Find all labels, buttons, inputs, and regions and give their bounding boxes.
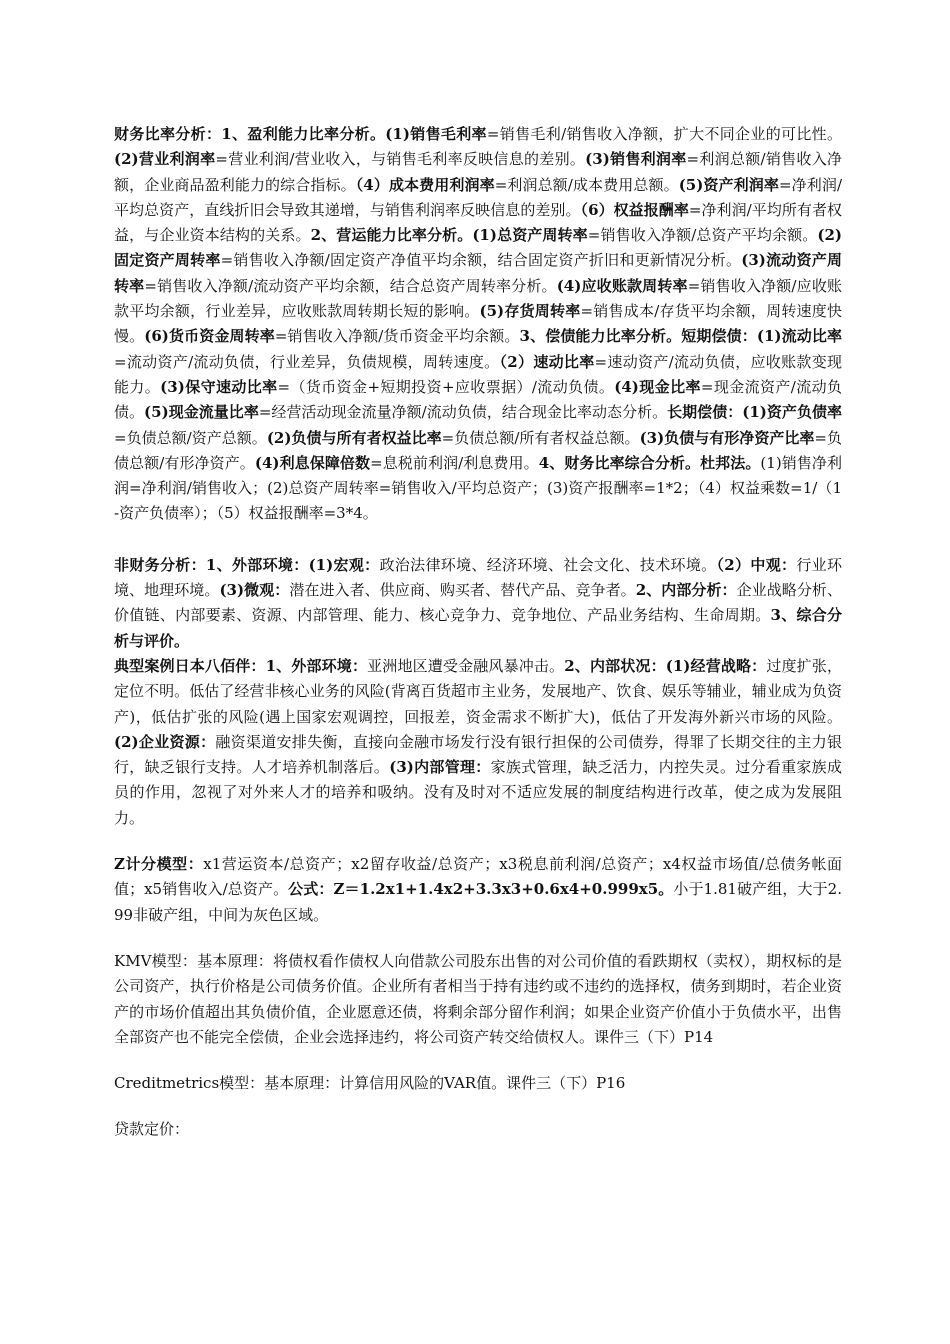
text-run: 融资渠道安排失衡，直接向金融市场发行没有银行担保的公司债券，得罪了长期交往的主力银行，缺乏银行支持。人才培养机制落后。 [114, 732, 842, 777]
bold-term: (5)资产利润率 [678, 175, 779, 194]
text-run: 亚洲地区遭受金融风暴冲击。 [367, 656, 565, 675]
text-run: =负债总额/资产总额。 [114, 428, 267, 447]
paragraph-spacer [114, 928, 842, 949]
bold-term: (5)现金流量比率 [144, 403, 259, 422]
bold-term: 4、财务比率综合分析。杜邦法。 [538, 453, 761, 472]
paragraph-spacer [114, 1050, 842, 1071]
text-run: =经营活动现金流量净额/流动负债，结合现金比率动态分析。 [258, 403, 668, 422]
text-run: =销售收入净额/货币资金平均余额。 [274, 327, 520, 346]
paragraph-spacer [114, 1096, 842, 1117]
bold-term: (2)营业利润率 [114, 150, 216, 169]
bold-term: (2)固定资产周转率 [114, 226, 842, 270]
text-run: x1营运资本/总资产；x2留存收益/总资产；x3税息前利润/总资产；x4权益市场值/总债务帐面值；x5销售收入/总资产。 [114, 855, 843, 899]
text-run: =销售成本/存货平均余额，周转速度快慢。 [114, 302, 843, 346]
bold-term: Z计分模型： [114, 855, 204, 874]
text-run: =销售毛利/销售收入净额，扩大不同企业的可比性。 [486, 125, 843, 143]
paragraph-spacer [114, 527, 842, 553]
bold-term: (4)现金比率 [614, 377, 701, 396]
text-run: 潜在进入者、供应商、购买者、替代产品、竞争者。 [289, 581, 636, 600]
text-run: =利润总额/成本费用总额。 [494, 175, 679, 194]
bold-term: (6)货币资金周转率 [144, 327, 275, 346]
text-run: KMV模型：基本原理：将债权看作债权人向借款公司股东出售的对公司价值的看跌期权（卖权），期权标的是公司资产，执行价格是公司债务价值。企业所有者相当于持有违约或不违约的选择权，债务到期时，若企业资产的市场价值超出其负债价值，企业愿意还债，将剩余部分留作利润；如果企业资产价值小于负债水平，出售全部资产也不能完全偿债，企业会选择违约，将公司资产转交给债权人。课件三（下）P14 [114, 951, 842, 1046]
financial-ratio-paragraph [114, 122, 842, 527]
kmv-paragraph [114, 949, 842, 1050]
text-run: =销售收入净额/流动资产平均余额，结合总资产周转率分析。 [144, 276, 557, 295]
bold-term: (2)负债与所有者权益比率 [266, 428, 442, 447]
document-page [114, 122, 842, 1143]
case-study-paragraph [114, 654, 842, 831]
loan-pricing-paragraph [114, 1117, 842, 1142]
bold-term: 财务比率分析：1、盈利能力比率分析。(1)销售毛利率 [114, 125, 487, 143]
text-run: Creditmetrics模型：基本原理：计算信用风险的VAR值。课件三（下）P16 [114, 1074, 626, 1093]
bold-term: （6）权益报酬率 [580, 200, 689, 219]
text-run: =现金流资产/流动负债。 [114, 377, 842, 422]
text-run: =营业利润/营业收入，与销售毛利率反映信息的差别。 [215, 150, 586, 169]
bold-term: （2）速动比率 [499, 352, 595, 371]
paragraph-spacer [114, 831, 842, 852]
text-run: 行业环境、地理环境。 [114, 555, 842, 600]
text-run: =负债总额/有形净资产。 [114, 428, 842, 472]
text-run: =负债总额/所有者权益总额。 [441, 428, 640, 447]
bold-term: （2）中观： [716, 555, 797, 574]
bold-term: (4)利息保障倍数 [254, 453, 371, 472]
creditmetrics-paragraph [114, 1071, 842, 1096]
z-score-paragraph [114, 852, 842, 928]
text-run: 家族式管理，缺乏活力，内控失灵。过分看重家族成员的作用，忽视了对外来人才的培养和吸纳。没有及时对不适应发展的制度结构进行改革，使之成为发展阻力。 [114, 758, 842, 827]
bold-term: 2、内部状况：(1)经营战略： [564, 656, 767, 675]
bold-term: (2)企业资源： [114, 732, 216, 751]
text-run: =销售收入净额/固定资产净值平均余额，结合固定资产折旧和更新情况分析。 [220, 251, 742, 270]
bold-term: (3)负债与有形净资产比率 [639, 428, 815, 447]
bold-term: （4）成本费用利润率 [355, 175, 495, 194]
text-run: =息税前利润/利息费用。 [370, 453, 539, 472]
bold-term: (3)内部管理： [389, 758, 491, 777]
bold-term: 非财务分析：1、外部环境：(1)宏观： [114, 555, 380, 574]
text-run: =净利润/平均总资产，直线折旧会导致其递增，与销售利润率反映信息的差别。 [114, 175, 842, 219]
text-run: =净利润/平均所有者权益，与企业资本结构的关系。 [114, 200, 842, 245]
bold-term: 长期偿债：(1)资产负债率 [667, 403, 842, 422]
text-run: =销售收入净额/应收账款平均余额，行业差异，应收账款周转期长短的影响。 [114, 276, 842, 321]
text-run: =（货币资金+短期投资+应收票据）/流动负债。 [277, 377, 615, 396]
bold-term: (4)应收账款周转率 [556, 276, 688, 295]
bold-term: (3)流动资产周转率 [114, 251, 842, 295]
bold-term: (3)保守速动比率 [160, 377, 278, 396]
text-run: =销售收入净额/总资产平均余额。 [587, 226, 818, 245]
text-run: (1)销售净利润=净利润/销售收入；(2)总资产周转率=销售收入/平均总资产；(3)资产报酬率=1*2；（4）权益乘数=1/（1-资产负债率）；（5）权益报酬率=3*4。 [114, 453, 843, 523]
text-run: 贷款定价： [114, 1120, 190, 1139]
bold-term: 3、偿债能力比率分析。短期偿债：(1)流动比率 [519, 327, 842, 346]
text-run: =利润总额/销售收入净额，企业商品盈利能力的综合指标。 [114, 150, 843, 194]
text-run: 企业战略分析、价值链、内部要素、资源、内部管理、能力、核心竞争力、竞争地位、产品业务结构、生命周期。 [114, 581, 842, 625]
text-run: =速动资产/流动负债，应收账款变现能力。 [114, 352, 843, 396]
bold-term: (5)存货周转率 [479, 302, 581, 321]
bold-term: 2、营运能力比率分析。(1)总资产周转率 [310, 226, 588, 245]
bold-term: 公式：Z＝1.2x1+1.4x2+3.3x3+0.6x4+0.999x5。 [288, 880, 674, 899]
text-run: =流动资产/流动负债，行业差异，负债规模，周转速度。 [114, 352, 500, 371]
text-run: 过度扩张，定位不明。低估了经营非核心业务的风险(背离百货超市主业务，发展地产、饮食、娱乐等辅业，辅业成为负资产)，低估扩张的风险(遇上国家宏观调控，回报差，资金需求不断扩大)，低估了开发海外新兴市场的风险。 [114, 656, 842, 726]
bold-term: 典型案例日本八佰伴：1、外部环境： [114, 656, 368, 675]
text-run: 政治法律环境、经济环境、社会文化、技术环境。 [379, 555, 717, 574]
bold-term: (3)销售利润率 [585, 150, 687, 169]
bold-term: (3)微观： [219, 581, 290, 600]
bold-term: 2、内部分析： [635, 581, 737, 600]
bold-term: 3、综合分析与评价。 [114, 606, 842, 650]
text-run: 小于1.81破产组，大于2.99非破产组，中间为灰色区域。 [114, 880, 842, 924]
non-financial-paragraph [114, 553, 842, 654]
